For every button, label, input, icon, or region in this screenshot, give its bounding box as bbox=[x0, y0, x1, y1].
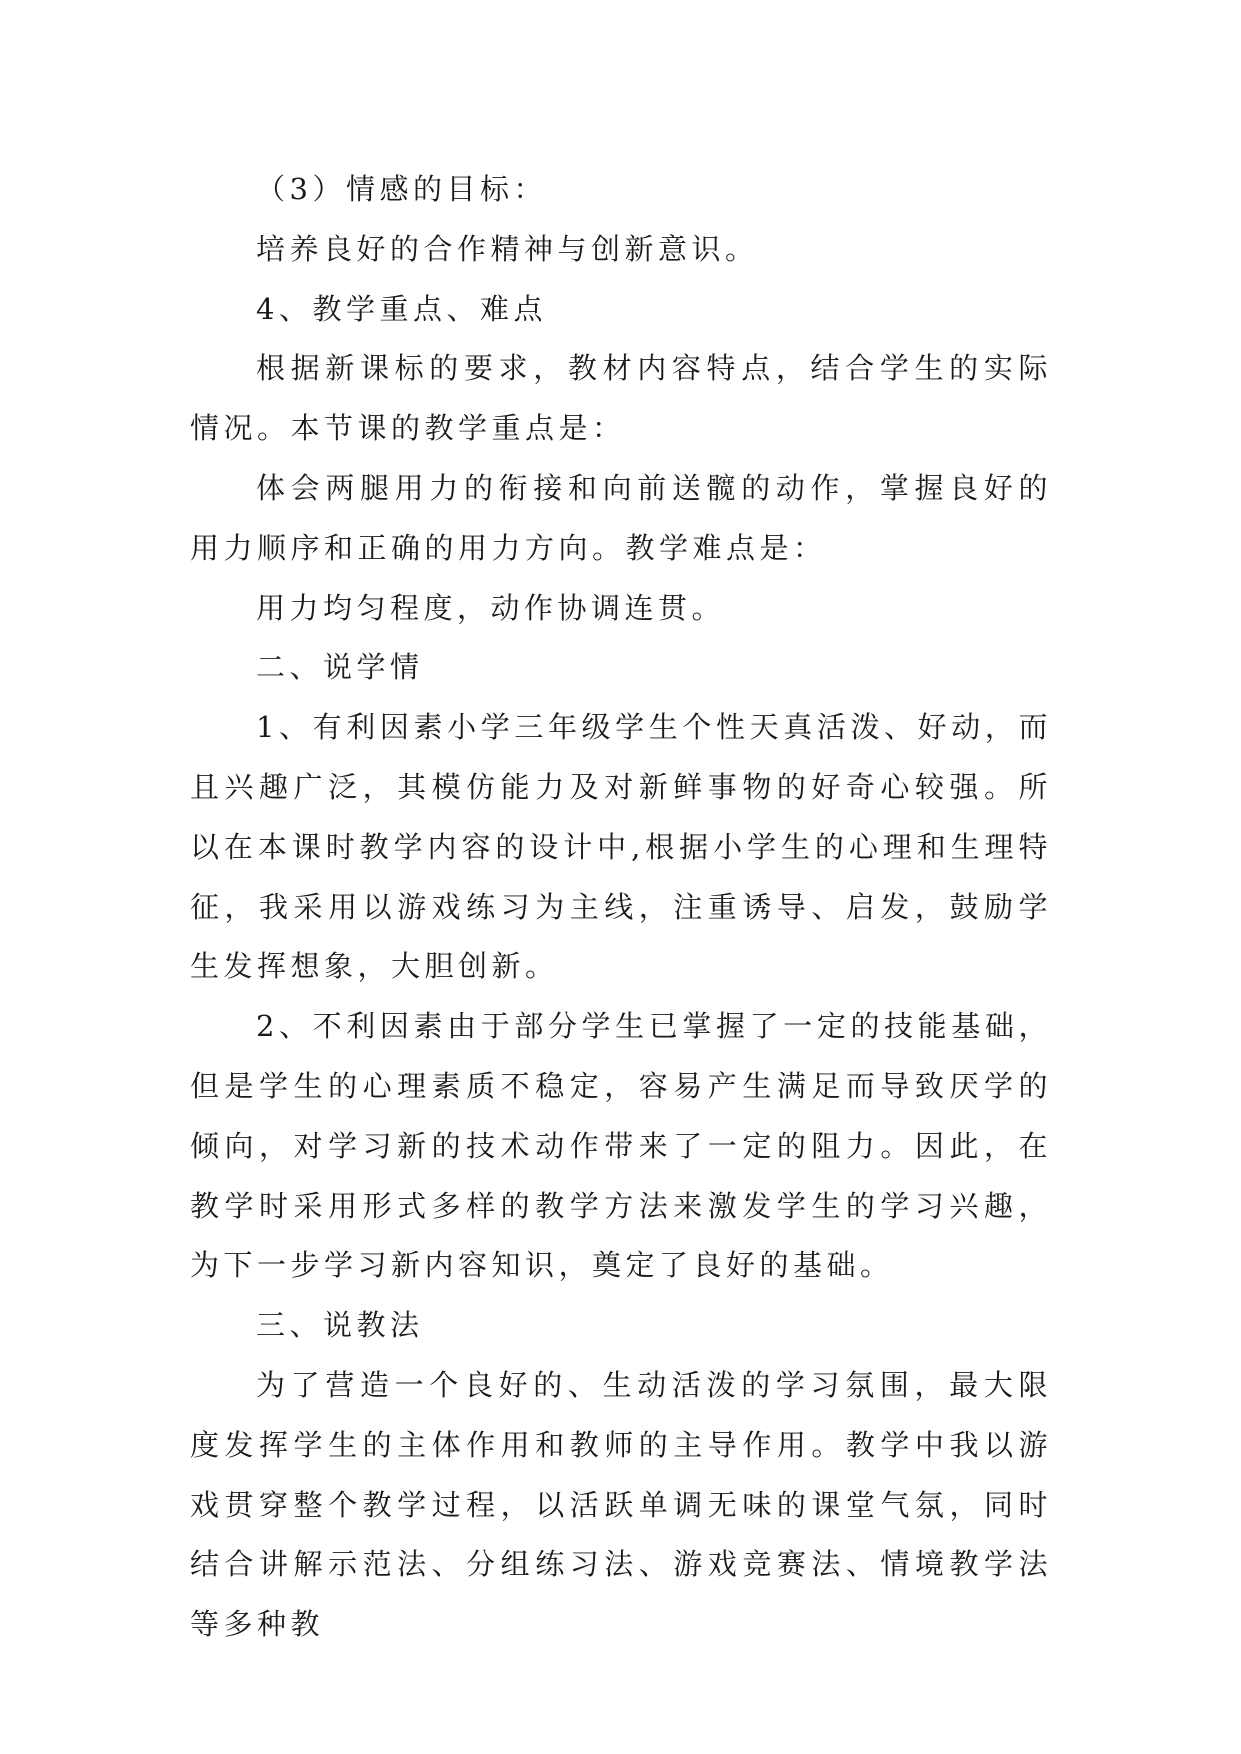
paragraph-emotional-goal: 培养良好的合作精神与创新意识。 bbox=[256, 231, 759, 266]
paragraph-key-point-intro: 根据新课标的要求，教材内容特点，结合学生的实际情况。本节课的教学重点是： bbox=[190, 351, 1052, 446]
paragraph-teaching-method-heading: 三、说教法 bbox=[256, 1308, 424, 1343]
paragraph-key-points-heading: 4、教学重点、难点 bbox=[256, 291, 547, 326]
paragraph-key-point: 体会两腿用力的衔接和向前送髋的动作，掌握良好的用力顺序和正确的用力方向。教学难点是： bbox=[190, 470, 1052, 565]
paragraph-emotional-goal-heading: （3）情感的目标： bbox=[256, 172, 547, 206]
paragraph-difficulty: 用力均匀程度，动作协调连贯。 bbox=[256, 590, 726, 625]
paragraph-favorable-factors: 1、有利因素小学三年级学生个性天真活泼、好动，而且兴趣广泛，其模仿能力及对新鲜事物的好奇心较强。所以在本课时教学内容的设计中,根据小学生的心理和生理特征，我采用以游戏练习为主线，注重诱导、启发，鼓励学生发挥想象，大胆创新。 bbox=[190, 710, 1052, 984]
paragraph-unfavorable-factors: 2、不利因素由于部分学生已掌握了一定的技能基础，但是学生的心理素质不稳定，容易产生满足而导致厌学的倾向，对学习新的技术动作带来了一定的阻力。因此，在教学时采用形式多样的教学方法来激发学生的学习兴趣，为下一步学习新内容知识，奠定了良好的基础。 bbox=[190, 1009, 1052, 1283]
paragraph-student-analysis-heading: 二、说学情 bbox=[256, 650, 424, 685]
paragraph-teaching-method: 为了营造一个良好的、生动活泼的学习氛围，最大限度发挥学生的主体作用和教师的主导作用。教学中我以游戏贯穿整个教学过程，以活跃单调无味的课堂气氛，同时结合讲解示范法、分组练习法、游戏竞赛法、情境教学法等多种教 bbox=[190, 1367, 1052, 1642]
document-body bbox=[190, 160, 1052, 1655]
